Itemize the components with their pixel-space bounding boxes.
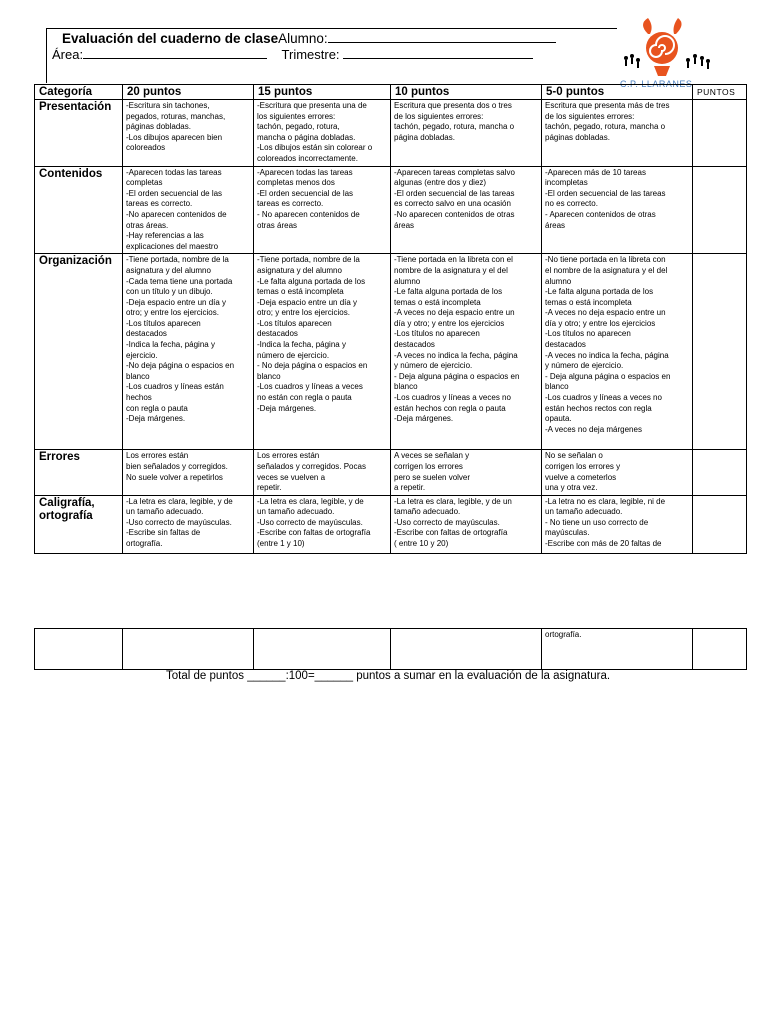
criteria-line: No se señalan o <box>545 451 603 461</box>
criteria-line: destacados <box>545 340 586 350</box>
criteria-line: -Le falta alguna portada de los <box>394 287 503 297</box>
criteria-line: tachón, pegado, rotura, mancha o <box>394 122 515 132</box>
criteria-line: -Tiene portada, nombre de la <box>257 255 360 265</box>
criteria-line: -Los títulos aparecen <box>126 318 201 328</box>
criteria-line: -Uso correcto de mayúsculas. <box>394 517 500 527</box>
criteria-line: ortografía. <box>126 539 163 549</box>
criteria-line: -Deja espacio entre un día y <box>257 297 358 307</box>
criteria-line: completas menos dos <box>257 178 335 188</box>
criteria-line: -No aparecen contenidos de otras <box>394 209 515 219</box>
criteria-line: -Escribe con más de 20 faltas de <box>545 539 662 549</box>
criteria-line: -Escribe con faltas de ortografía <box>257 528 371 538</box>
category-label: Contenidos <box>35 166 123 254</box>
criteria-line: destacados <box>257 329 298 339</box>
criteria-line: mayúsculas. <box>545 528 590 538</box>
criteria-line: tachón, pegado, rotura, mancha o <box>545 122 666 132</box>
criteria-line: una y otra vez. <box>545 483 598 493</box>
criteria-line: -Deja márgenes. <box>257 403 317 413</box>
criteria-line: página dobladas. <box>394 132 455 142</box>
criteria-line: asignatura y del alumno <box>257 265 342 275</box>
criteria-line: un tamaño adecuado. <box>257 507 335 517</box>
column-header: 5-0 puntos <box>542 85 693 100</box>
criteria-line: temas o está incompleta <box>545 297 632 307</box>
criteria-line: -El orden secuencial de las tareas <box>394 188 515 198</box>
criteria-line: mancha o página dobladas. <box>257 132 356 142</box>
criteria-line: -La letra es clara, legible, y de un <box>394 496 512 506</box>
criteria-line: áreas <box>394 220 415 230</box>
column-header: PUNTOS <box>693 85 747 100</box>
criteria-line: -No tiene portada en la libreta con <box>545 255 666 265</box>
criteria-line: veces se vuelven a <box>257 472 326 482</box>
criteria-line: - Deja alguna página o espacios en <box>394 371 520 381</box>
criteria-line: -Aparecen todas las tareas <box>126 167 222 177</box>
criteria-line: de los siguientes errores: <box>394 111 484 121</box>
criteria-line: un tamaño adecuado. <box>545 507 623 517</box>
criteria-line: blanco <box>126 371 150 381</box>
criteria-cell <box>254 100 391 167</box>
criteria-line: -Los dibujos están sin colorear o <box>257 143 373 153</box>
criteria-line: no están con regla o pauta <box>257 393 352 403</box>
criteria-line: -Le falta alguna portada de los <box>545 287 654 297</box>
criteria-line: -La letra es clara, legible, y de <box>257 496 364 506</box>
criteria-line: -Uso correcto de mayúsculas. <box>126 517 232 527</box>
criteria-line: -Los títulos aparecen <box>257 318 332 328</box>
criteria-cell <box>542 166 693 254</box>
criteria-line: corrigen los errores y <box>545 461 621 471</box>
criteria-line: - No aparecen contenidos de <box>257 209 360 219</box>
criteria-line: -El orden secuencial de las <box>126 188 223 198</box>
criteria-line: señalados y corregidos. Pocas <box>257 461 366 471</box>
criteria-line: Escritura que presenta dos o tres <box>394 101 512 110</box>
column-header: 20 puntos <box>123 85 254 100</box>
points-cell[interactable] <box>693 495 747 553</box>
trimestre-field[interactable] <box>343 47 533 59</box>
table-row <box>35 254 747 450</box>
points-cell[interactable] <box>693 629 747 670</box>
criteria-cell <box>542 100 693 167</box>
criteria-line: -Los títulos no aparecen <box>394 329 480 339</box>
table-cell <box>254 629 391 670</box>
header-line-2 <box>52 47 533 62</box>
criteria-line: con regla o pauta <box>126 403 188 413</box>
trimestre-label: Trimestre: <box>281 47 340 62</box>
criteria-line: -Escribe con faltas de ortografía <box>394 528 508 538</box>
criteria-line: alumno <box>394 276 421 286</box>
criteria-line: alumno <box>545 276 572 286</box>
criteria-line: -Le falta alguna portada de los <box>257 276 366 286</box>
criteria-line: otras áreas <box>257 220 298 230</box>
criteria-line: destacados <box>126 329 167 339</box>
criteria-line: hechos <box>126 393 152 403</box>
criteria-line: tareas es correcto. <box>257 199 324 209</box>
criteria-line: -Deja espacio entre un día y <box>126 297 227 307</box>
criteria-line: ejercicio. <box>126 350 158 360</box>
table-row <box>35 629 747 670</box>
criteria-line: -Los cuadros y líneas a veces no <box>394 393 511 403</box>
criteria-line: - Deja alguna página o espacios en <box>545 371 671 381</box>
criteria-line: completas <box>126 178 163 188</box>
area-label: Área: <box>52 47 84 62</box>
criteria-cell <box>123 166 254 254</box>
criteria-line: asignatura y del alumno <box>126 265 211 275</box>
criteria-line: coloreados incorrectamente. <box>257 153 358 163</box>
table-row <box>35 166 747 254</box>
criteria-line: -Hay referencias a las <box>126 231 204 241</box>
criteria-line: -Escritura que presenta una de <box>257 101 367 110</box>
criteria-line: -La letra no es clara, legible, ni de <box>545 496 666 506</box>
category-label: Organización <box>35 254 123 450</box>
criteria-cell <box>391 495 542 553</box>
criteria-line: ( entre 10 y 20) <box>394 539 449 549</box>
criteria-line: -A veces no deja espacio entre un <box>394 308 515 318</box>
criteria-line: de los siguientes errores: <box>545 111 635 121</box>
criteria-line: día y otro; y entre los ejercicios <box>394 318 505 328</box>
category-label: Errores <box>35 450 123 495</box>
criteria-line: -Deja márgenes. <box>394 414 454 424</box>
criteria-cell <box>542 450 693 495</box>
criteria-line: blanco <box>545 382 569 392</box>
points-cell[interactable] <box>693 100 747 167</box>
alumno-field[interactable] <box>328 31 556 43</box>
criteria-line: -Los títulos no aparecen <box>545 329 631 339</box>
table-row <box>35 100 747 167</box>
criteria-line: están hechos rectos con regla <box>545 403 652 413</box>
criteria-line: Escritura que presenta más de tres <box>545 101 670 110</box>
criteria-line: tareas es correcto. <box>126 199 193 209</box>
points-cell[interactable] <box>693 254 747 450</box>
criteria-line: los siguientes errores: <box>257 111 336 121</box>
criteria-line: tamaño adecuado. <box>394 507 461 517</box>
criteria-cell <box>123 450 254 495</box>
criteria-cell <box>254 254 391 450</box>
table-header-row <box>35 85 747 100</box>
points-cell[interactable] <box>693 166 747 254</box>
criteria-line: y número de ejercicio. <box>394 361 473 371</box>
category-label: Presentación <box>35 100 123 167</box>
criteria-line: - Aparecen contenidos de otras <box>545 209 656 219</box>
criteria-line: -Indica la fecha, página y <box>126 340 215 350</box>
criteria-line: pegados, roturas, manchas, <box>126 111 226 121</box>
criteria-line: -A veces no indica la fecha, página <box>394 350 518 360</box>
criteria-line: temas o está incompleta <box>394 297 481 307</box>
criteria-line: día y otro; y entre los ejercicios <box>545 318 656 328</box>
criteria-line: temas o está incompleta <box>257 287 344 297</box>
criteria-line: pero se suelen volver <box>394 472 471 482</box>
criteria-line: otro; y entre los ejercicios. <box>126 308 219 318</box>
criteria-line: están hechos con regla o pauta <box>394 403 506 413</box>
criteria-line: -La letra es clara, legible, y de <box>126 496 233 506</box>
criteria-line: y número de ejercicio. <box>545 361 624 371</box>
criteria-cell <box>542 254 693 450</box>
criteria-cell <box>542 495 693 553</box>
table-row <box>35 450 747 495</box>
criteria-line: un tamaño adecuado. <box>126 507 204 517</box>
criteria-line: -Aparecen tareas completas salvo <box>394 167 515 177</box>
criteria-line: -Escritura sin tachones, <box>126 101 210 110</box>
criteria-line: -Indica la fecha, página y <box>257 340 346 350</box>
table-cell: ortografía. <box>542 629 693 670</box>
criteria-line: -El orden secuencial de las <box>257 188 354 198</box>
criteria-line: es correcto salvo en una ocasión <box>394 199 511 209</box>
criteria-line: páginas dobladas. <box>126 122 191 132</box>
criteria-line: blanco <box>394 382 418 392</box>
table-row <box>35 495 747 553</box>
column-header: 15 puntos <box>254 85 391 100</box>
points-cell[interactable] <box>693 450 747 495</box>
criteria-cell <box>391 254 542 450</box>
criteria-line: áreas <box>545 220 566 230</box>
criteria-line: el nombre de la asignatura y el del <box>545 265 668 275</box>
criteria-line: -Los dibujos aparecen bien <box>126 132 223 142</box>
criteria-line: -Deja márgenes. <box>126 414 186 424</box>
criteria-line: - No deja página o espacios en <box>257 361 368 371</box>
criteria-line: Los errores están <box>257 451 320 461</box>
criteria-line: repetir. <box>257 483 282 493</box>
criteria-line: a repetir. <box>394 483 426 493</box>
criteria-line: nombre de la asignatura y el del <box>394 265 508 275</box>
criteria-line: incompletas <box>545 178 588 188</box>
criteria-cell <box>123 100 254 167</box>
total-points-line: Total de puntos ______:100=______ puntos a sumar en la evaluación de la asignatura. <box>166 670 611 682</box>
criteria-cell <box>254 166 391 254</box>
criteria-line: -No deja página o espacios en <box>126 361 235 371</box>
criteria-line: -A veces no deja márgenes <box>545 424 642 434</box>
criteria-line: -Tiene portada en la libreta con el <box>394 255 513 265</box>
criteria-line: blanco <box>257 371 281 381</box>
table-cell <box>35 629 123 670</box>
criteria-line: -Aparecen todas las tareas <box>257 167 353 177</box>
criteria-cell <box>123 495 254 553</box>
criteria-line: -A veces no deja espacio entre un <box>545 308 666 318</box>
criteria-line: -Uso correcto de mayúsculas. <box>257 517 363 527</box>
criteria-line: otras áreas. <box>126 220 169 230</box>
criteria-line: tachón, pegado, rotura, <box>257 122 340 132</box>
criteria-line: -Los cuadros y líneas están <box>126 382 224 392</box>
criteria-line: coloreados <box>126 143 166 153</box>
criteria-cell <box>391 450 542 495</box>
category-label: Caligrafía, ortografía <box>35 495 123 553</box>
criteria-line: con un título y un dibujo. <box>126 287 213 297</box>
criteria-line: (entre 1 y 10) <box>257 539 305 549</box>
table-cell <box>123 629 254 670</box>
criteria-line: -No aparecen contenidos de <box>126 209 227 219</box>
criteria-line: explicaciones del maestro <box>126 241 219 251</box>
criteria-cell <box>123 254 254 450</box>
criteria-cell <box>391 100 542 167</box>
criteria-line: -Los cuadros y líneas a veces no <box>545 393 662 403</box>
column-header: Categoría <box>35 85 123 100</box>
rubric-table <box>34 84 747 554</box>
criteria-line: No suele volver a repetirlos <box>126 472 223 482</box>
header-line-1 <box>62 31 556 46</box>
criteria-line: otro; y entre los ejercicios. <box>257 308 350 318</box>
logo-text: C.P. LLARANES <box>620 79 693 89</box>
criteria-line: -El orden secuencial de las tareas <box>545 188 666 198</box>
criteria-line: opauta. <box>545 414 572 424</box>
criteria-cell <box>254 495 391 553</box>
criteria-line: A veces se señalan y <box>394 451 470 461</box>
continuation-table <box>34 628 747 670</box>
area-field[interactable] <box>83 47 267 59</box>
criteria-line: -Tiene portada, nombre de la <box>126 255 229 265</box>
table-cell <box>391 629 542 670</box>
criteria-line: páginas dobladas. <box>545 132 610 142</box>
page-title: Evaluación del cuaderno de clase <box>62 31 279 46</box>
criteria-line: -Los cuadros y líneas a veces <box>257 382 363 392</box>
alumno-label: Alumno: <box>278 31 328 46</box>
criteria-line: no es correcto. <box>545 199 598 209</box>
criteria-cell <box>391 166 542 254</box>
criteria-line: corrigen los errores <box>394 461 463 471</box>
criteria-cell <box>254 450 391 495</box>
criteria-line: vuelve a cometerlos <box>545 472 617 482</box>
criteria-line: número de ejercicio. <box>257 350 330 360</box>
criteria-line: bien señalados y corregidos. <box>126 461 228 471</box>
criteria-line: -Escribe sin faltas de <box>126 528 201 538</box>
criteria-line: - No tiene un uso correcto de <box>545 517 649 527</box>
criteria-line: -Cada tema tiene una portada <box>126 276 233 286</box>
criteria-line: destacados <box>394 340 435 350</box>
criteria-line: -A veces no indica la fecha, página <box>545 350 669 360</box>
criteria-line: Los errores están <box>126 451 189 461</box>
criteria-line: -Aparecen más de 10 tareas <box>545 167 646 177</box>
criteria-line: algunas (entre dos y diez) <box>394 178 487 188</box>
column-header: 10 puntos <box>391 85 542 100</box>
